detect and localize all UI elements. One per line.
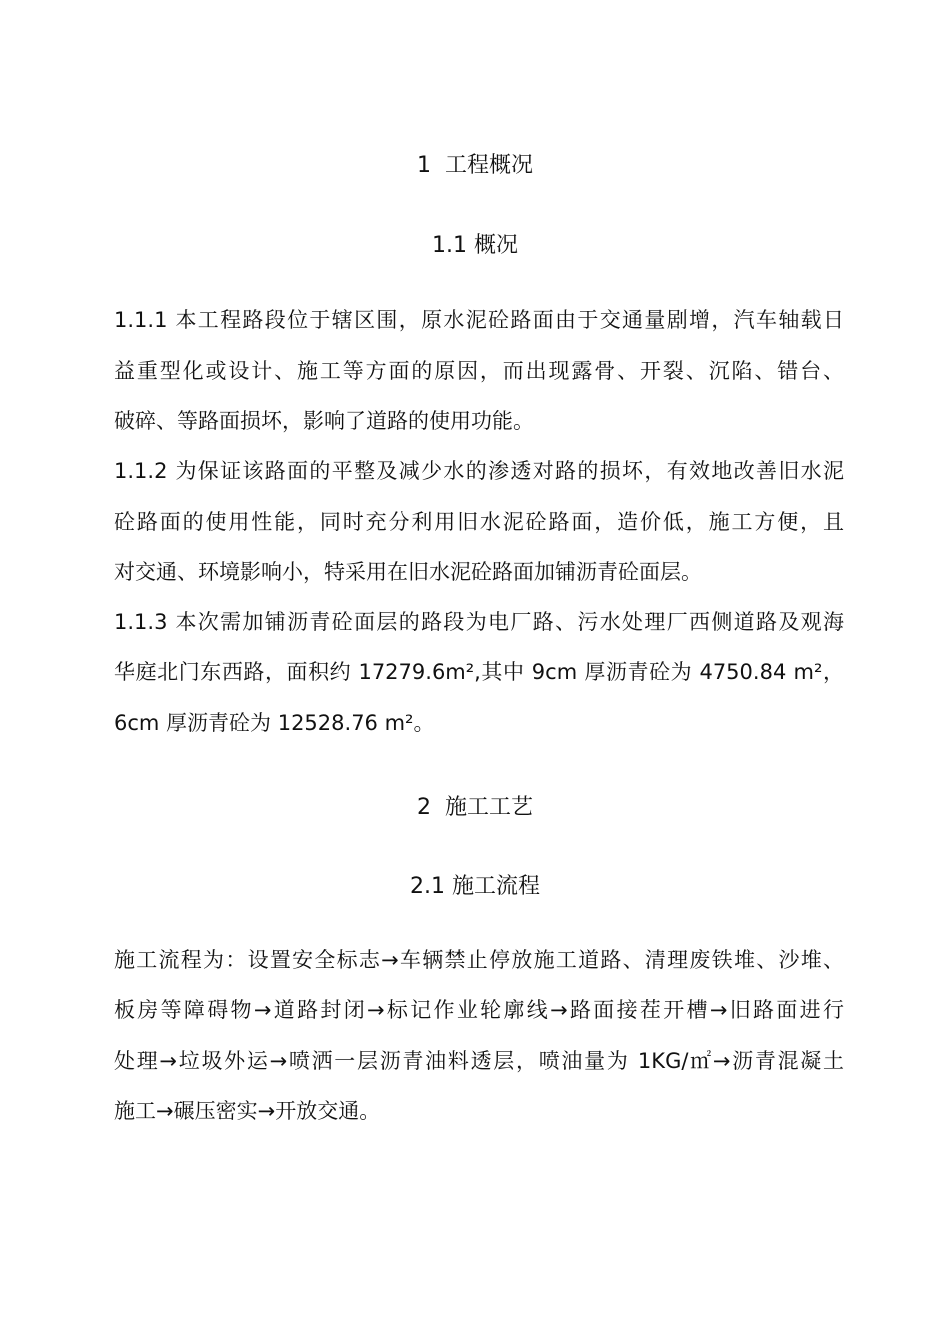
paragraph-line: 处理→垃圾外运→喷洒一层沥青油料透层，喷油量为 1KG/㎡→沥青混凝土 [114, 1049, 844, 1073]
paragraph-line: 对交通、环境影响小，特采用在旧水泥砼路面加铺沥青砼面层。 [114, 560, 702, 584]
paragraph-line: 破碎、等路面损坏，影响了道路的使用功能。 [114, 409, 534, 433]
paragraph-line: 板房等障碍物→道路封闭→标记作业轮廓线→路面接茬开槽→旧路面进行 [114, 998, 844, 1022]
section-2-heading: 2 施工工艺 [417, 795, 533, 820]
paragraph-line: 华庭北门东西路，面积约 17279.6m²,其中 9cm 厚沥青砼为 4750.84 m²， [114, 660, 844, 684]
paragraph-line: 1.1.3 本次需加铺沥青砼面层的路段为电厂路、污水处理厂西侧道路及观海 [114, 610, 844, 634]
section-1-heading: 1 工程概况 [417, 153, 533, 178]
paragraph-line: 施工流程为：设置安全标志→车辆禁止停放施工道路、清理废铁堆、沙堆、 [114, 948, 844, 972]
paragraph-line: 砼路面的使用性能，同时充分利用旧水泥砼路面，造价低，施工方便，且 [114, 510, 844, 534]
paragraph-line: 施工→碾压密实→开放交通。 [114, 1099, 381, 1123]
section-1-1-subheading: 1.1 概况 [432, 233, 518, 258]
paragraph-line: 1.1.2 为保证该路面的平整及减少水的渗透对路的损坏，有效地改善旧水泥 [114, 459, 844, 483]
section-2-1-subheading: 2.1 施工流程 [410, 874, 540, 899]
paragraph-line: 6cm 厚沥青砼为 12528.76 m²。 [114, 711, 435, 735]
paragraph-line: 1.1.1 本工程路段位于辖区围，原水泥砼路面由于交通量剧增，汽车轴载日 [114, 308, 844, 332]
paragraph-line: 益重型化或设计、施工等方面的原因，而出现露骨、开裂、沉陷、错台、 [114, 359, 844, 383]
